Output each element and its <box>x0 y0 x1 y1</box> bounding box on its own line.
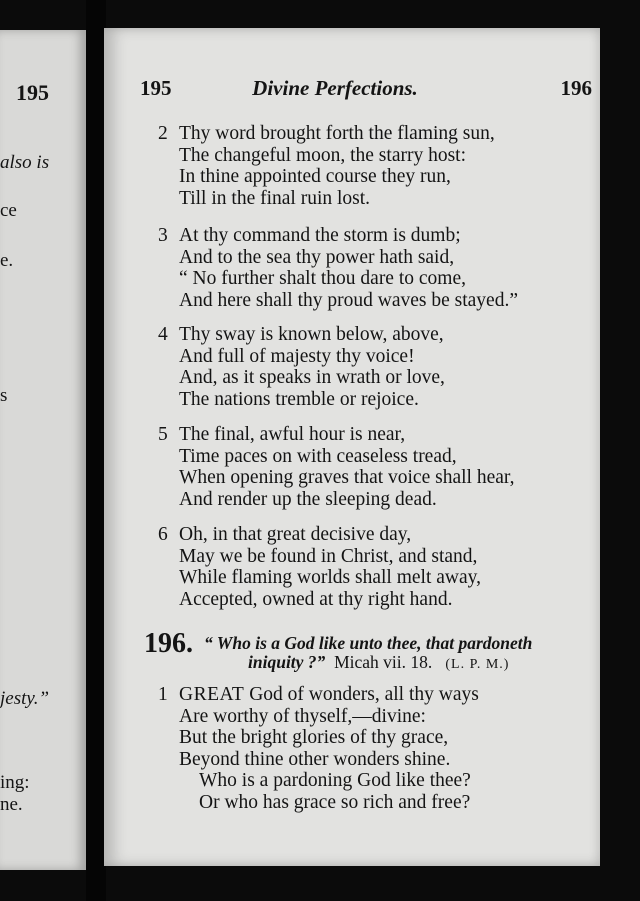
header-left-number: 195 <box>140 76 172 100</box>
verse-line: And to the sea thy power hath said, <box>179 246 455 268</box>
header-title: Divine Perfections. <box>252 76 418 100</box>
verse-line: And render up the sleeping dead. <box>179 488 437 510</box>
verse-line: Time paces on with ceaseless tread, <box>179 445 457 467</box>
meter-label: (L. P. M.) <box>445 657 510 672</box>
verse-line: At thy command the storm is dumb; <box>179 225 461 246</box>
stanza-number: 2 <box>158 123 168 144</box>
stanza-number: 5 <box>158 424 168 445</box>
verse-line: Are worthy of thyself,—divine: <box>179 705 426 727</box>
verse-line: Till in the final ruin lost. <box>179 187 371 209</box>
verse-line: Who is a pardoning God like thee? <box>199 770 471 791</box>
first-word: GREAT <box>179 684 245 705</box>
left-page-fragment: jesty.” <box>0 688 50 709</box>
verse-line: And full of majesty thy voice! <box>179 345 415 367</box>
left-page-number: 195 <box>16 80 49 105</box>
verse-line: Thy word brought forth the flaming sun, <box>179 123 495 144</box>
verse-line: “ No further shalt thou dare to come, <box>179 268 466 289</box>
hymn-196-stanza-1 <box>158 684 479 813</box>
verse-line: When opening graves that voice shall hear, <box>179 467 515 488</box>
left-page-fragment: also is <box>0 152 50 173</box>
verse-line: And, as it speaks in wrath or love, <box>179 367 445 388</box>
verse-line: But the bright glories of thy grace, <box>179 727 449 748</box>
left-page-fragment: ce <box>0 200 17 221</box>
verse-line: The changeful moon, the starry host: <box>179 144 467 166</box>
left-page-fragment: e. <box>0 250 14 271</box>
stanza-3 <box>158 225 518 311</box>
verse-line: In thine appointed course they run, <box>179 166 451 187</box>
stanza-number: 6 <box>158 524 168 545</box>
hymn-number: 196. <box>144 628 193 659</box>
epigraph-line: “ Who is a God like unto thee, that pardoneth <box>204 633 533 653</box>
header-right-number: 196 <box>560 76 592 100</box>
verse-line: Thy sway is known below, above, <box>179 324 444 345</box>
left-page-fragment: ne. <box>0 794 23 815</box>
left-page-fragment: s <box>0 385 8 406</box>
verse-line: Beyond thine other wonders shine. <box>179 748 451 770</box>
verse-line: May we be found in Christ, and stand, <box>179 545 478 567</box>
book-gutter <box>86 0 106 901</box>
verse-line: Or who has grace so rich and free? <box>199 791 471 813</box>
stanza-number: 3 <box>158 225 168 246</box>
left-page-fragment: ing: <box>0 772 30 793</box>
stanza-number: 1 <box>158 684 168 705</box>
verse-line: Oh, in that great decisive day, <box>179 524 412 545</box>
hymn-page <box>104 28 600 866</box>
stanza-5 <box>158 424 514 510</box>
verse-line: Accepted, owned at thy right hand. <box>179 588 453 610</box>
left-page-edge <box>0 30 86 870</box>
hymn-epigraph <box>204 634 532 674</box>
stanza-2 <box>158 123 495 209</box>
epigraph-line: iniquity ?” <box>248 652 326 672</box>
verse-line: While flaming worlds shall melt away, <box>179 567 481 588</box>
stanza-number: 4 <box>158 324 168 345</box>
stanza-4 <box>158 324 445 410</box>
verse-line: God of wonders, all thy ways <box>244 684 479 705</box>
stanza-6 <box>158 524 481 610</box>
verse-line: And here shall thy proud waves be stayed.” <box>179 289 518 311</box>
running-header <box>140 76 592 106</box>
scripture-reference: Micah vii. 18. <box>334 652 433 672</box>
verse-line: The final, awful hour is near, <box>179 424 406 445</box>
verse-line: The nations tremble or rejoice. <box>179 388 419 410</box>
